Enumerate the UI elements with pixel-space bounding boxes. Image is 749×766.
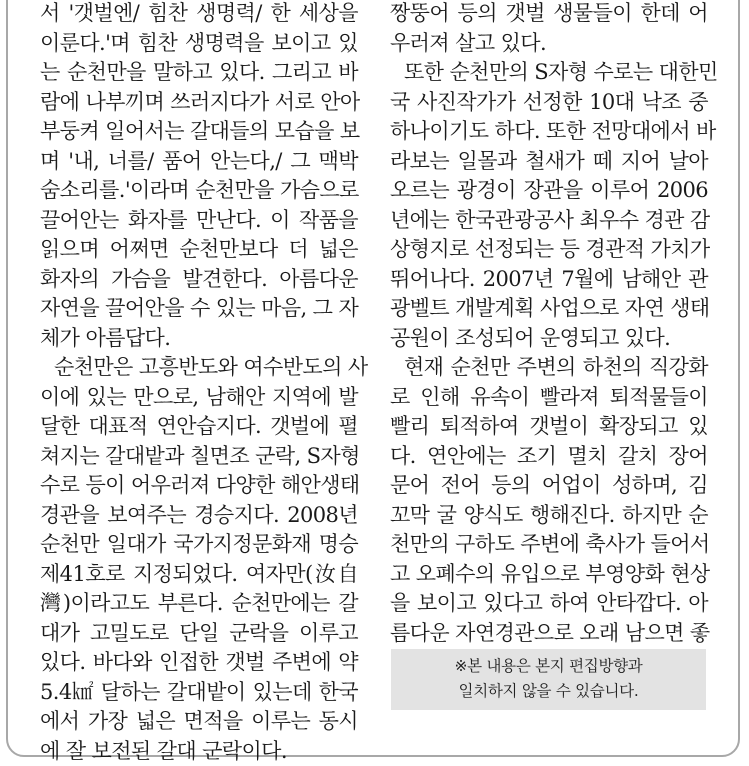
right-text-column bbox=[390, 0, 708, 678]
text-line: 체가 아름답다. bbox=[40, 324, 358, 354]
text-line: 년에는 한국관광공사 최우수 경관 감 bbox=[390, 206, 708, 236]
left-text-column bbox=[40, 0, 358, 766]
text-line: 灣)이라고도 부른다. 순천만에는 갈 bbox=[40, 589, 358, 619]
text-line: 달한 대표적 연안습지다. 갯벌에 펼 bbox=[40, 412, 358, 442]
notice-line-2: 일치하지 않을 수 있습니다. bbox=[391, 679, 706, 704]
text-line: 로 인해 유속이 빨라져 퇴적물들이 bbox=[390, 383, 708, 413]
text-line: 라보는 일몰과 철새가 떼 지어 날아 bbox=[390, 147, 708, 177]
notice-line-1: ※본 내용은 본지 편집방향과 bbox=[391, 654, 706, 679]
text-line: 순천만 일대가 국가지정문화재 명승 bbox=[40, 530, 358, 560]
text-line: 꼬막 굴 양식도 행해진다. 하지만 순 bbox=[390, 501, 708, 531]
text-line: 읽으며 어쩌면 순천만보다 더 넓은 bbox=[40, 235, 358, 265]
text-line: 쳐지는 갈대밭과 칠면조 군락, S자형 bbox=[40, 442, 358, 472]
text-line: 천만의 구하도 주변에 축사가 들어서 bbox=[390, 530, 708, 560]
text-line: 하나이기도 하다. 또한 전망대에서 바 bbox=[390, 117, 708, 147]
text-line: 현재 순천만 주변의 하천의 직강화 bbox=[390, 353, 708, 383]
text-line: 름다운 자연경관으로 오래 남으면 좋 bbox=[390, 619, 708, 649]
text-line: 대가 고밀도로 단일 군락을 이루고 bbox=[40, 619, 358, 649]
text-line: 5.4㎢ 달하는 갈대밭이 있는데 한국 bbox=[40, 678, 358, 708]
text-line: 순천만은 고흥반도와 여수반도의 사 bbox=[40, 353, 358, 383]
text-line: 며 '내, 너를/ 품어 안는다,/ 그 맥박 bbox=[40, 147, 358, 177]
text-line: 을 보이고 있다고 하여 안타깝다. 아 bbox=[390, 589, 708, 619]
text-line: 서 '갯벌엔/ 힘찬 생명력/ 한 세상을 bbox=[40, 0, 358, 29]
text-line: 화자의 가슴을 발견한다. 아름다운 bbox=[40, 265, 358, 295]
text-line: 상형지로 선정되는 등 경관적 가치가 bbox=[390, 235, 708, 265]
text-line: 짱뚱어 등의 갯벌 생물들이 한데 어 bbox=[390, 0, 708, 29]
text-line: 에서 가장 넓은 면적을 이루는 동시 bbox=[40, 707, 358, 737]
text-line: 자연을 끌어안을 수 있는 마음, 그 자 bbox=[40, 294, 358, 324]
text-line: 공원이 조성되어 운영되고 있다. bbox=[390, 324, 708, 354]
text-line: 국 사진작가가 선정한 10대 낙조 중 bbox=[390, 88, 708, 118]
text-line: 람에 나부끼며 쓰러지다가 서로 안아 bbox=[40, 88, 358, 118]
text-line: 다. 연안에는 조기 멸치 갈치 장어 bbox=[390, 442, 708, 472]
text-line: 에 잘 보전된 갈대 군락이다. bbox=[40, 737, 358, 766]
editorial-notice-box bbox=[391, 649, 706, 710]
text-line: 빨리 퇴적하여 갯벌이 확장되고 있 bbox=[390, 412, 708, 442]
text-line: 경관을 보여주는 경승지다. 2008년 bbox=[40, 501, 358, 531]
text-line: 이에 있는 만으로, 남해안 지역에 발 bbox=[40, 383, 358, 413]
text-line: 제41호로 지정되었다. 여자만(汝自 bbox=[40, 560, 358, 590]
text-line: 우러져 살고 있다. bbox=[390, 29, 708, 59]
text-line: 뛰어나다. 2007년 7월에 남해안 관 bbox=[390, 265, 708, 295]
text-line: 수로 등이 어우러져 다양한 해안생태 bbox=[40, 471, 358, 501]
text-line: 문어 전어 등의 어업이 성하며, 김 bbox=[390, 471, 708, 501]
text-line: 이룬다.'며 힘찬 생명력을 보이고 있 bbox=[40, 29, 358, 59]
text-line: 끌어안는 화자를 만난다. 이 작품을 bbox=[40, 206, 358, 236]
text-line: 숨소리를.'이라며 순천만을 가슴으로 bbox=[40, 176, 358, 206]
text-line: 또한 순천만의 S자형 수로는 대한민 bbox=[390, 58, 708, 88]
text-line: 있다. 바다와 인접한 갯벌 주변에 약 bbox=[40, 648, 358, 678]
text-line: 는 순천만을 말하고 있다. 그리고 바 bbox=[40, 58, 358, 88]
text-line: 오르는 광경이 장관을 이루어 2006 bbox=[390, 176, 708, 206]
text-line: 부둥켜 일어서는 갈대들의 모습을 보 bbox=[40, 117, 358, 147]
text-line: 광벨트 개발계획 사업으로 자연 생태 bbox=[390, 294, 708, 324]
text-line: 고 오폐수의 유입으로 부영양화 현상 bbox=[390, 560, 708, 590]
